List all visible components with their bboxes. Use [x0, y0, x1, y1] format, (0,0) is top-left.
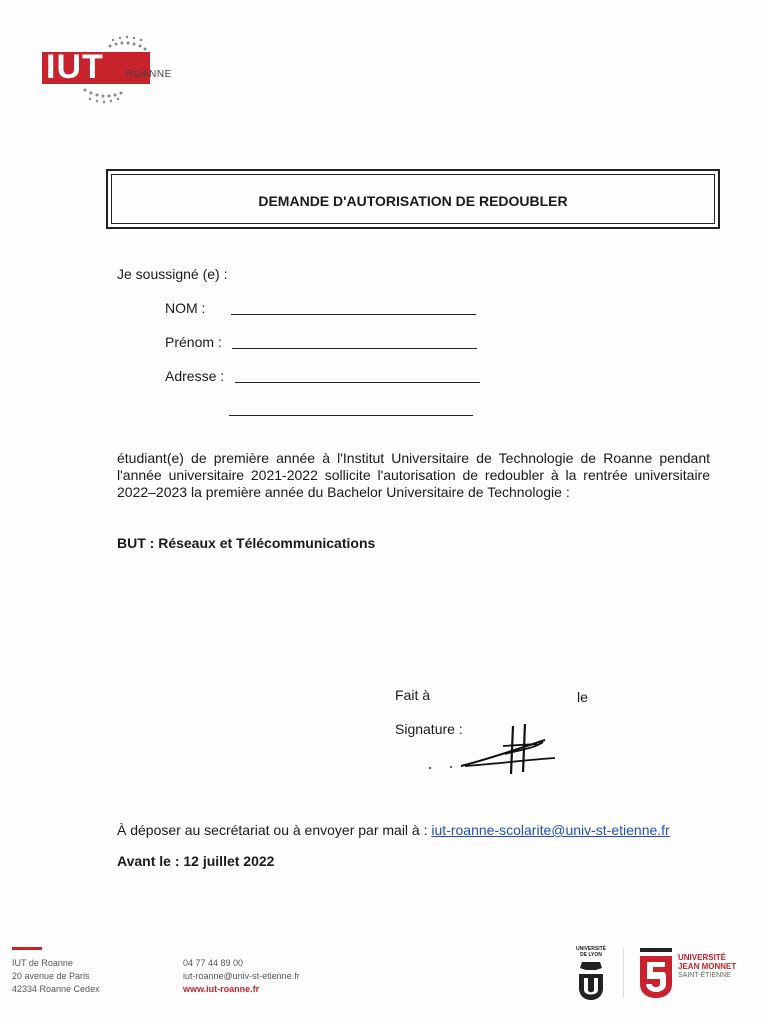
footer-red-rule	[12, 947, 42, 950]
logo-roanne-text: ROANNE	[126, 69, 172, 80]
nom-label: NOM :	[165, 300, 206, 316]
but-program: BUT : Réseaux et Télécommunications	[117, 535, 376, 551]
prenom-field-line[interactable]	[232, 348, 477, 349]
logo-iut-text: IUT	[46, 48, 104, 86]
footer-address	[12, 957, 100, 996]
prenom-label: Prénom :	[165, 334, 222, 350]
ujm-logo-line: JEAN MONNET	[678, 962, 737, 971]
ujm-logo-line: UNIVERSITÉ	[678, 953, 727, 962]
handwritten-signature	[425, 720, 565, 780]
signature-label: Signature :	[395, 721, 463, 737]
lyon-logo-line: DE LYON	[580, 952, 602, 958]
iut-roanne-logo	[40, 34, 170, 106]
footer-contact	[183, 957, 300, 996]
intro-label: Je soussigné (e) :	[117, 266, 228, 282]
nom-field-line[interactable]	[231, 314, 476, 315]
footer-address-line: 42334 Roanne Cedex	[12, 984, 100, 994]
ujm-emblem-icon	[638, 954, 674, 1000]
fait-a-label: Fait à	[395, 687, 431, 703]
footer-phone: 04 77 44 89 00	[183, 958, 244, 968]
document-title: DEMANDE D'AUTORISATION DE REDOUBLER	[258, 193, 568, 209]
footer-address-line: 20 avenue de Paris	[12, 971, 90, 981]
adresse-field-line[interactable]	[235, 382, 480, 383]
date-le-label: le	[577, 689, 588, 705]
lyon-logo-line: UNIVERSITÉ	[575, 946, 606, 952]
title-frame	[106, 169, 720, 229]
deadline: Avant le : 12 juillet 2022	[117, 853, 275, 869]
ujm-top-bar	[640, 948, 672, 952]
ujm-logo-line: SAINT-ÉTIENNE	[678, 972, 731, 979]
adresse-field-line-2[interactable]	[229, 415, 473, 416]
deposit-instruction	[117, 822, 670, 838]
request-paragraph: étudiant(e) de première année à l'Institut Universitaire de Technologie de Roanne pendant l'année universitaire 2021-2022 sollicite l'autorisation de redoubler à la rentrée universitaire 2022–2023 la première année du Bachelor Universitaire de Technologie :	[117, 450, 710, 500]
adresse-label: Adresse :	[165, 368, 225, 384]
footer-address-line: IUT de Roanne	[12, 958, 73, 968]
universite-de-lyon-logo	[574, 946, 608, 1004]
footer-website[interactable]: www.iut-roanne.fr	[183, 984, 260, 994]
scolarite-email-link[interactable]: iut-roanne-scolarite@univ-st-etienne.fr	[431, 822, 670, 838]
lyon-lion-emblem-icon	[574, 958, 608, 1002]
footer-email[interactable]: iut-roanne@univ-st-etienne.fr	[183, 971, 300, 981]
footer-logo-divider	[623, 948, 624, 998]
universite-jean-monnet-logo	[638, 948, 748, 1002]
deposit-text: À déposer au secrétariat ou à envoyer par mail à :	[117, 822, 428, 838]
